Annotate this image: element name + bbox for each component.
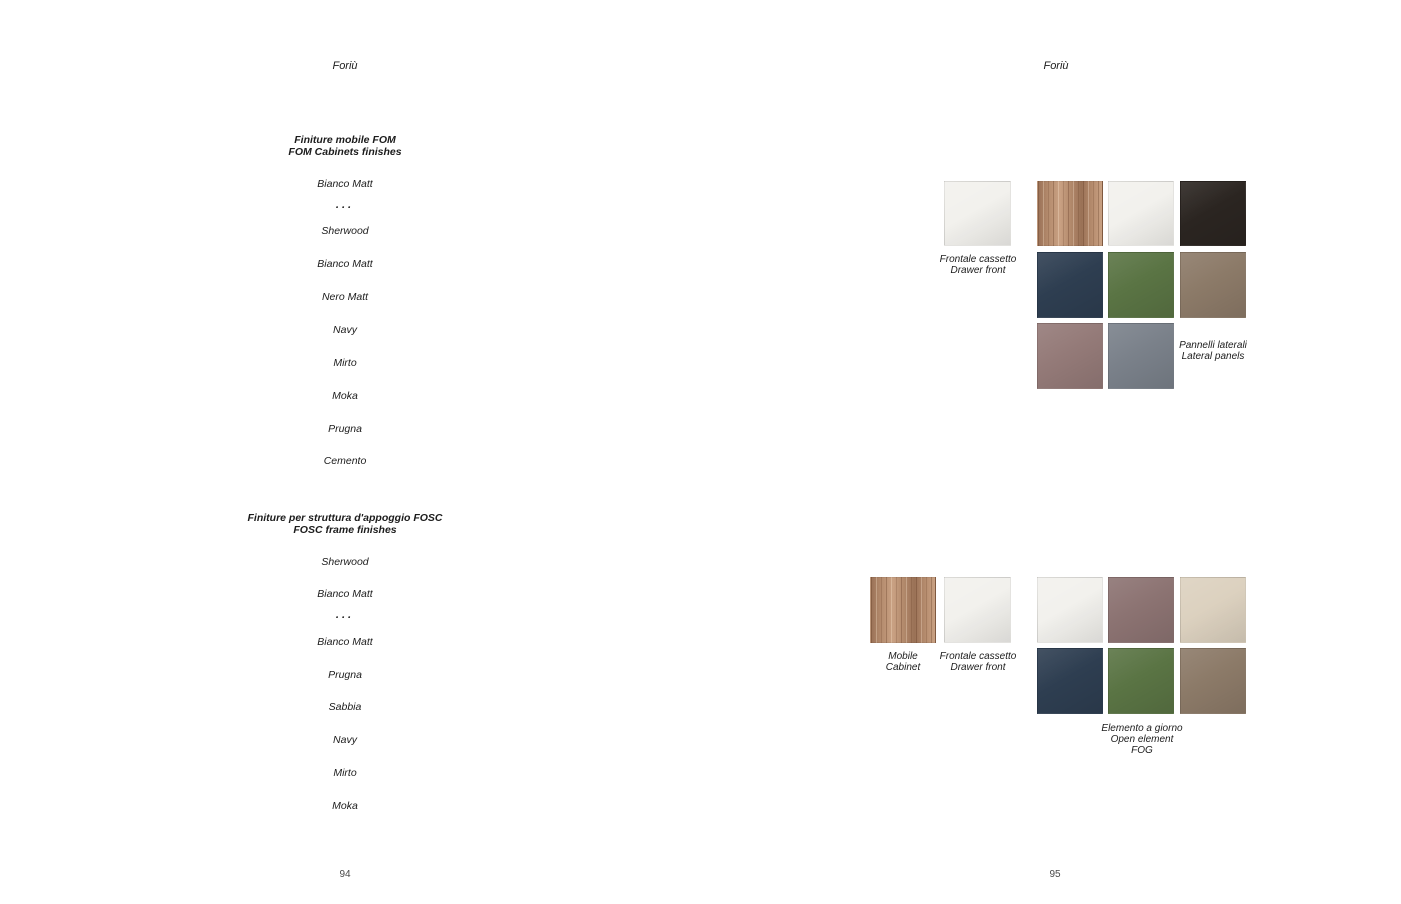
swatch-moka-fog bbox=[1180, 648, 1246, 714]
heading-line-english: FOSC frame finishes bbox=[293, 523, 397, 536]
open-element-caption bbox=[1082, 724, 1202, 756]
drawer-front-label-top bbox=[918, 255, 1038, 277]
swatch-cemento bbox=[1108, 323, 1174, 389]
swatch-nero-matt bbox=[1180, 181, 1246, 246]
heading-line-english: FOM Cabinets finishes bbox=[288, 145, 402, 158]
swatch-bianco-matt bbox=[1108, 181, 1174, 246]
swatch-mirto-fog bbox=[1108, 648, 1174, 714]
caption-line-code: FOG bbox=[1131, 744, 1153, 756]
finish-item: Sherwood bbox=[321, 556, 369, 568]
finish-item: Moka bbox=[332, 390, 358, 402]
finish-item: Bianco Matt bbox=[317, 636, 373, 648]
ellipsis-separator: ... bbox=[335, 199, 355, 211]
label-line-italian: Mobile bbox=[888, 651, 918, 662]
brand-name-left: Foriù bbox=[332, 60, 358, 72]
swatch-moka bbox=[1180, 252, 1246, 318]
page-number-left: 94 bbox=[339, 869, 351, 880]
heading-line-italian: Finiture mobile FOM bbox=[294, 134, 396, 146]
lateral-panels-label bbox=[1168, 341, 1258, 363]
swatch-sherwood bbox=[1037, 181, 1103, 246]
finish-item: Bianco Matt bbox=[317, 178, 373, 190]
caption-line-italian: Elemento a giorno bbox=[1101, 723, 1183, 734]
brand-name-right: Foriù bbox=[1043, 60, 1069, 72]
finish-item: Mirto bbox=[333, 767, 357, 779]
label-line-italian: Pannelli laterali bbox=[1179, 340, 1247, 351]
swatch-bianco-matt-drawer-front-bottom bbox=[944, 577, 1011, 643]
label-line-english: Drawer front bbox=[950, 661, 1006, 673]
swatch-bianco-matt-fog bbox=[1037, 577, 1103, 643]
swatch-sabbia bbox=[1180, 577, 1246, 643]
finish-item: Prugna bbox=[328, 423, 362, 435]
finish-item: Nero Matt bbox=[321, 291, 369, 303]
label-line-italian: Frontale cassetto bbox=[939, 651, 1017, 662]
swatch-navy-fog bbox=[1037, 648, 1103, 714]
drawer-front-label-bottom bbox=[918, 652, 1038, 674]
finish-item: Moka bbox=[332, 800, 358, 812]
finish-item: Bianco Matt bbox=[317, 588, 373, 600]
finish-item: Navy bbox=[333, 734, 357, 746]
swatch-prugna-fog bbox=[1108, 577, 1174, 643]
finish-item: Cemento bbox=[323, 455, 367, 467]
finish-item: Sabbia bbox=[328, 701, 362, 713]
finish-item: Prugna bbox=[328, 669, 362, 681]
label-line-english: Drawer front bbox=[950, 264, 1006, 276]
caption-line-english: Open element bbox=[1110, 733, 1174, 745]
section-heading-fom bbox=[170, 135, 520, 158]
swatch-bianco-matt-drawer-front bbox=[944, 181, 1011, 246]
finish-item: Mirto bbox=[333, 357, 357, 369]
page-number-right: 95 bbox=[1049, 869, 1061, 880]
section-heading-fosc bbox=[170, 513, 520, 536]
label-line-english: Cabinet bbox=[885, 661, 921, 673]
label-line-english: Lateral panels bbox=[1181, 350, 1245, 362]
ellipsis-separator: ... bbox=[335, 609, 355, 621]
finish-item: Bianco Matt bbox=[317, 258, 373, 270]
finish-item: Sherwood bbox=[321, 225, 369, 237]
finish-item: Navy bbox=[333, 324, 357, 336]
swatch-sherwood-cabinet bbox=[870, 577, 936, 643]
swatch-prugna bbox=[1037, 323, 1103, 389]
heading-line-italian: Finiture per struttura d'appoggio FOSC bbox=[247, 512, 443, 524]
label-line-italian: Frontale cassetto bbox=[939, 254, 1017, 265]
swatch-mirto bbox=[1108, 252, 1174, 318]
swatch-navy bbox=[1037, 252, 1103, 318]
